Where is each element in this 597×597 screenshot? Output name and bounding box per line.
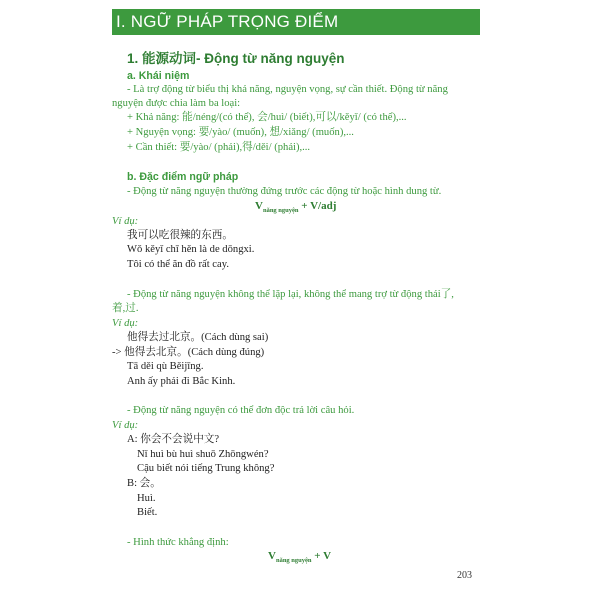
example-chinese: -> 他得去北京。(Cách dùng đúng) bbox=[112, 347, 265, 358]
grammar-rule: - Động từ năng nguyện không thể lặp lại, không thể mang trợ từ động thái了, bbox=[127, 289, 454, 300]
example-pinyin: Huì. bbox=[137, 493, 156, 504]
concept-heading: a. Khái niệm bbox=[127, 70, 190, 82]
grammar-rule: - Động từ năng nguyện thường đứng trước các động từ hoặc hình dung từ. bbox=[127, 186, 442, 197]
grammar-rule: 着,过. bbox=[112, 303, 139, 314]
features-heading: b. Đặc điểm ngữ pháp bbox=[127, 171, 239, 183]
grammar-rule: - Hình thức khẳng định: bbox=[127, 537, 229, 548]
concept-list-item: + Nguyện vọng: 要/yào/ (muốn), 想/xiǎng/ (muốn),... bbox=[127, 127, 354, 138]
concept-text: nguyện được chia làm ba loại: bbox=[112, 98, 241, 109]
example-pinyin: Nǐ huì bù huì shuō Zhōngwén? bbox=[137, 449, 269, 460]
concept-list-item: + Cần thiết: 要/yào/ (phải),得/děi/ (phải),... bbox=[127, 142, 311, 153]
example-label: Ví dụ: bbox=[112, 420, 139, 431]
section-header: I. NGỮ PHÁP TRỌNG ĐIỂM bbox=[112, 9, 480, 35]
grammar-formula: $V_{năng nguyện} + V/adj$ bbox=[255, 200, 337, 214]
example-chinese: 我可以吃很辣的东西。 bbox=[127, 230, 233, 241]
page-number: 203 bbox=[457, 570, 472, 581]
example-pinyin: Tā děi qù Běijīng. bbox=[127, 361, 204, 372]
example-translation: Anh ấy phải đi Bắc Kinh. bbox=[127, 376, 236, 387]
grammar-rule: - Động từ năng nguyện có thể đơn độc trả lời câu hỏi. bbox=[127, 405, 355, 416]
grammar-formula: $V_{năng nguyện} + V$ bbox=[268, 550, 332, 564]
example-chinese: A: 你会不会说中文? bbox=[127, 434, 220, 445]
example-label: Ví dụ: bbox=[112, 318, 139, 329]
concept-text: - Là trợ động từ biểu thị khả năng, nguyện vọng, sự cần thiết. Động từ năng bbox=[127, 84, 448, 95]
section-title: 1. 能源动词- Động từ năng nguyện bbox=[127, 51, 345, 66]
example-chinese: 他得去过北京。(Cách dùng sai) bbox=[127, 332, 269, 343]
concept-list-item: + Khả năng: 能/néng/(có thể), 会/huì/ (biết),可以/kěyǐ/ (có thể),... bbox=[127, 112, 407, 123]
example-translation: Cậu biết nói tiếng Trung không? bbox=[137, 463, 275, 474]
example-chinese: B: 会。 bbox=[127, 478, 161, 489]
example-label: Ví dụ: bbox=[112, 216, 139, 227]
example-translation: Biết. bbox=[137, 507, 158, 518]
example-pinyin: Wǒ kěyǐ chī hěn là de dōngxi. bbox=[127, 244, 255, 255]
example-translation: Tôi có thể ăn đồ rất cay. bbox=[127, 259, 229, 270]
